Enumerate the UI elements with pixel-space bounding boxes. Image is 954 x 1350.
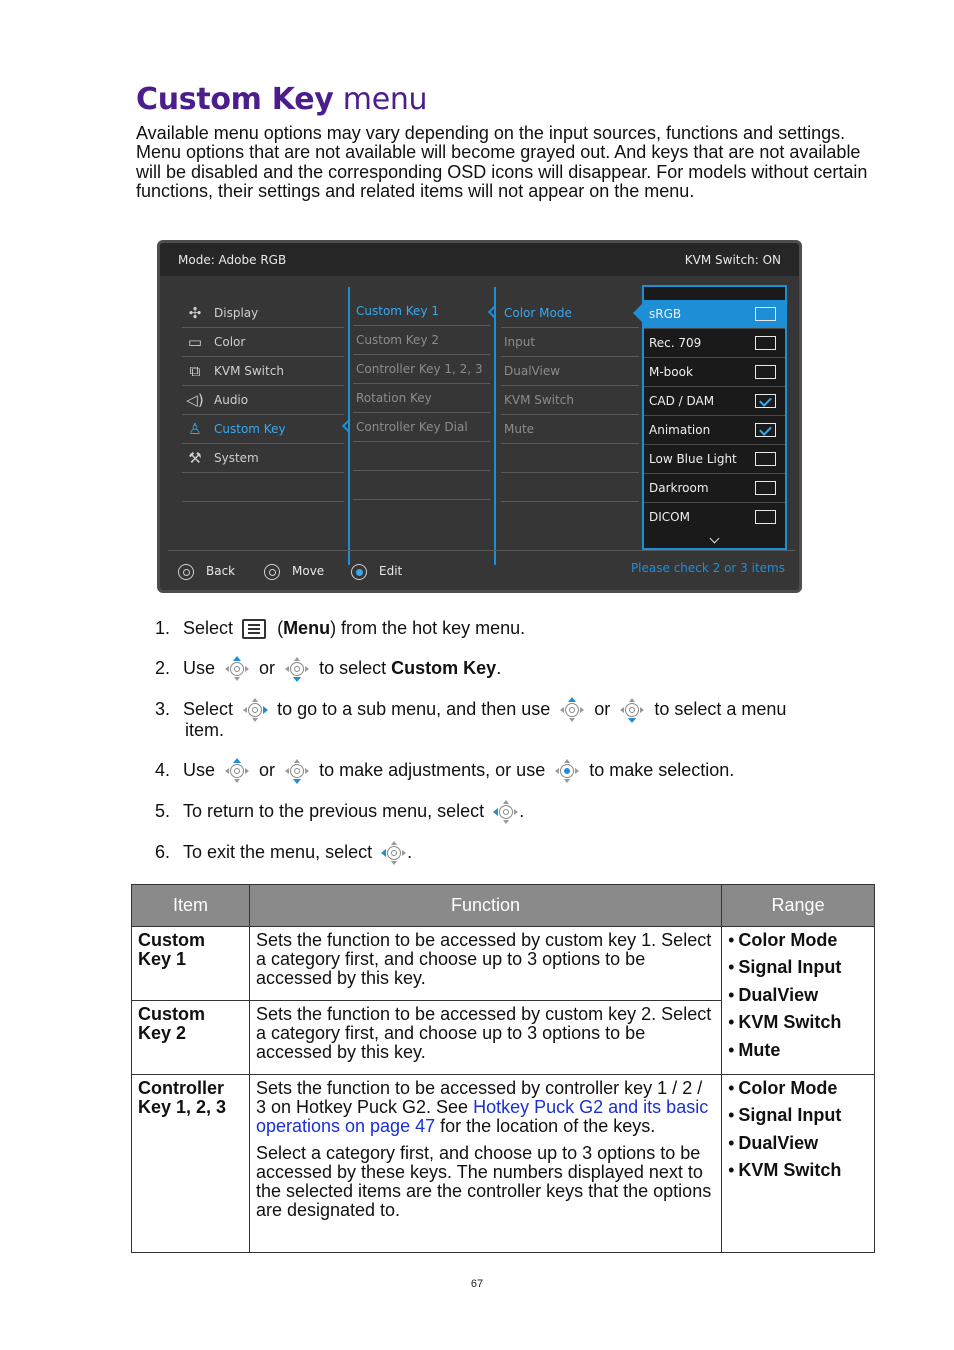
joystick-up-icon (559, 697, 585, 723)
item-custom-key-1: Custom Key 1 (132, 927, 250, 1001)
osd-option-animation[interactable]: Animation (644, 416, 785, 445)
step-4: 4. Use or to make adjustments, or use to make selection. (155, 758, 734, 784)
osd-empty-row (353, 471, 490, 500)
osd-move[interactable]: Move (264, 561, 324, 581)
joystick-press-icon (351, 564, 367, 580)
page-title (136, 82, 427, 117)
osd-option-srgb[interactable]: sRGB (644, 300, 785, 329)
checkbox[interactable] (755, 481, 776, 495)
osd-custom-key-1[interactable]: Custom Key 1 (353, 297, 490, 326)
joystick-down-icon (619, 697, 645, 723)
osd-topbar (160, 243, 799, 276)
osd-menu-audio[interactable]: ◁) Audio (182, 386, 344, 415)
osd-rotation-key[interactable]: Rotation Key (353, 384, 490, 413)
osd-menu-system[interactable]: ⚒ System (182, 444, 344, 473)
table-row (132, 1075, 875, 1253)
osd-note: Please check 2 or 3 items (630, 561, 785, 575)
osd-menu-empty (182, 473, 344, 502)
osd-empty-row (353, 442, 490, 471)
step-3-cont: item. (185, 720, 225, 740)
list-item: • Color Mode (728, 927, 868, 954)
table-header-item: Item (132, 885, 250, 927)
osd-edit[interactable]: Edit (351, 561, 402, 581)
title-light: menu (342, 82, 428, 117)
osd-menu-kvm[interactable]: ⧉ KVM Switch (182, 357, 344, 386)
step-1: 1. Select (Menu) from the hot key menu. (155, 618, 526, 638)
osd-menu-color[interactable]: ▭ Color (182, 328, 344, 357)
osd-option-mbook[interactable]: M-book (644, 358, 785, 387)
osd-empty-row (501, 473, 639, 502)
osd-mode: Mode: Adobe RGB (178, 253, 287, 267)
audio-icon: ◁) (186, 391, 204, 409)
joystick-right-icon (242, 697, 268, 723)
osd-category-color-mode[interactable]: Color Mode (501, 299, 639, 328)
menu-icon (242, 619, 266, 639)
osd-empty-row (501, 444, 639, 473)
osd-option-low-blue-light[interactable]: Low Blue Light (644, 445, 785, 474)
table-header-row (132, 885, 875, 927)
step-6: 6. To exit the menu, select . (155, 840, 412, 866)
step-3: 3. Select to go to a sub menu, and then use or to select a menu (155, 697, 786, 723)
table-header-function: Function (249, 885, 721, 927)
osd-screenshot (157, 240, 802, 593)
joystick-down-icon (284, 758, 310, 784)
table-header-range: Range (722, 885, 875, 927)
range-list (728, 1075, 868, 1185)
osd-divider-2 (494, 287, 496, 565)
checkbox-checked[interactable] (755, 394, 776, 408)
list-item: • KVM Switch (728, 1157, 868, 1184)
joystick-left-icon (493, 799, 519, 825)
osd-bottombar (168, 550, 795, 590)
joystick-left-icon (381, 840, 407, 866)
checkbox[interactable] (755, 336, 776, 350)
list-item: • KVM Switch (728, 1009, 868, 1036)
chevron-left-icon (488, 305, 502, 319)
osd-option-cad-dam[interactable]: CAD / DAM (644, 387, 785, 416)
osd-option-rec709[interactable]: Rec. 709 (644, 329, 785, 358)
func-controller-key-note: Select a category first, and choose up to 3 options to be accessed by these keys. The numbers displayed next to the selected items are the controller keys that the options are designated to. (255, 1143, 712, 1220)
osd-kvm-status: KVM Switch: ON (684, 253, 781, 267)
step-5: 5. To return to the previous menu, select . (155, 799, 524, 825)
joystick-left-icon (178, 564, 194, 580)
person-icon: ♙ (188, 420, 202, 438)
list-item: • DualView (728, 982, 868, 1009)
osd-controller-key[interactable]: Controller Key 1, 2, 3 (353, 355, 490, 384)
kvm-icon: ⧉ (189, 362, 201, 380)
osd-category-input[interactable]: Input (501, 328, 639, 357)
osd-custom-key-list (353, 299, 490, 500)
checkbox[interactable] (755, 307, 776, 321)
osd-category-mute[interactable]: Mute (501, 415, 639, 444)
func-custom-key-1: Sets the function to be accessed by custom key 1. Select a category first, and choose up to 3 options to be accessed by this key. (249, 927, 721, 1001)
list-item: • Mute (728, 1037, 868, 1064)
osd-menu-custom-key[interactable]: ♙ Custom Key (182, 415, 344, 444)
step-2: 2. Use or to select Custom Key. (155, 656, 501, 682)
range-custom-keys (722, 927, 875, 1075)
checkbox[interactable] (755, 365, 776, 379)
joystick-up-icon (224, 656, 250, 682)
osd-category-dualview[interactable]: DualView (501, 357, 639, 386)
osd-custom-key-2[interactable]: Custom Key 2 (353, 326, 490, 355)
func-controller-key: Sets the function to be accessed by controller key 1 / 2 / 3 on Hotkey Puck G2. See Hotkey Puck G2 and its basic operations on page 47 for the location of the keys. Select a category first, and choose up to 3 options to be accessed by these keys. The numbers displayed next to the selected items are the controller keys that the options are designated to. (249, 1075, 721, 1253)
osd-category-list (501, 299, 639, 502)
osd-menu-display[interactable]: ✣ Display (182, 299, 344, 328)
list-item: • DualView (728, 1130, 868, 1157)
list-item: • Signal Input (728, 954, 868, 981)
hotkey-puck-link[interactable]: Hotkey Puck G2 and its basic operations on page 47 (255, 1097, 709, 1136)
checkbox-checked[interactable] (755, 423, 776, 437)
joystick-updown-icon (264, 564, 280, 580)
osd-main-menu (182, 299, 344, 502)
intro-paragraph: Available menu options may vary depending on the input sources, functions and settings. Menu options that are not available will become grayed out. And keys that are not available will be disabled and the corresponding OSD icons will disappear. For models without certain functions, their settings and related items will not appear on the menu. (136, 123, 868, 202)
osd-option-list (642, 285, 787, 550)
osd-option-dicom[interactable]: DICOM (644, 503, 785, 532)
wrench-icon: ⚒ (188, 449, 202, 467)
color-icon: ▭ (187, 333, 203, 351)
list-item: • Color Mode (728, 1075, 868, 1102)
func-custom-key-2: Sets the function to be accessed by custom key 2. Select a category first, and choose up to 3 options to be accessed by this key. (249, 1001, 721, 1075)
chevron-down-icon[interactable] (710, 534, 720, 544)
osd-controller-key-dial[interactable]: Controller Key Dial (353, 413, 490, 442)
range-controller-key (722, 1075, 875, 1253)
list-item: • Signal Input (728, 1102, 868, 1129)
function-table (131, 884, 875, 1253)
osd-back[interactable]: Back (178, 561, 235, 581)
checkbox[interactable] (755, 510, 776, 524)
checkbox[interactable] (755, 452, 776, 466)
title-bold: Custom Key (136, 82, 334, 117)
table-row (132, 927, 875, 1001)
range-list (728, 927, 868, 1064)
joystick-press-icon (554, 758, 580, 784)
display-icon: ✣ (188, 304, 202, 322)
item-custom-key-2: Custom Key 2 (132, 1001, 250, 1075)
item-controller-key: Controller Key 1, 2, 3 (132, 1075, 250, 1253)
page-number: 67 (470, 1278, 484, 1290)
osd-category-kvm[interactable]: KVM Switch (501, 386, 639, 415)
osd-option-darkroom[interactable]: Darkroom (644, 474, 785, 503)
joystick-down-icon (284, 656, 310, 682)
joystick-up-icon (224, 758, 250, 784)
